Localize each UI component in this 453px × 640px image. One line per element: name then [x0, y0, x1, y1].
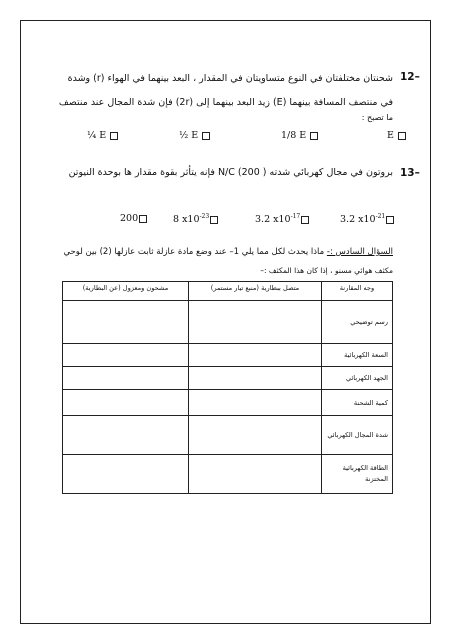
question-13-number: 13– — [400, 167, 420, 179]
checkbox-icon — [398, 132, 406, 140]
table-header-cell: متصل ببطارية (منبع تيار مستمر) — [189, 282, 322, 301]
table-row — [63, 344, 393, 367]
answer-cell[interactable] — [189, 301, 322, 344]
q12-option-4[interactable]: ¼ E — [87, 130, 119, 141]
question-12-number: 12– — [400, 71, 420, 83]
row-label: شدة المجال الكهربائي — [322, 416, 393, 455]
row-label: الجهد الكهربائي — [322, 367, 393, 390]
q13-option-2[interactable]: 3.2 $x10^{-17}$ — [255, 213, 310, 225]
answer-cell[interactable] — [63, 301, 189, 344]
checkbox-icon — [202, 132, 210, 140]
question-12-line-1: شحنتان مختلفتان في النوع متساويتان في المقدار ، البعد بينهما في الهواء (r) وشدة — [67, 73, 393, 84]
q13-option-4[interactable]: 200 — [120, 213, 148, 224]
q13-option-3[interactable]: 8 $x10^{-23}$ — [173, 213, 219, 225]
checkbox-icon — [310, 132, 318, 140]
table-row — [63, 367, 393, 390]
table-row — [63, 455, 393, 494]
checkbox-icon — [139, 215, 147, 223]
q12-option-2[interactable]: 1/8 E — [281, 130, 319, 141]
answer-cell[interactable] — [63, 455, 189, 494]
question-12-line-2: في منتصف المسافة بينهما (E) زيد البعد بينهما إلى (2r) فإن شدة المجال عند منتصف — [58, 97, 393, 108]
row-label: كمية الشحنة — [322, 390, 393, 416]
answer-cell[interactable] — [63, 367, 189, 390]
table-row — [63, 416, 393, 455]
checkbox-icon — [301, 216, 309, 224]
answer-cell[interactable] — [63, 390, 189, 416]
q12-option-1[interactable]: E — [387, 130, 407, 141]
row-label: السعة الكهربائية — [322, 344, 393, 367]
answer-cell[interactable] — [189, 455, 322, 494]
answer-cell[interactable] — [189, 367, 322, 390]
table-header-cell: وجه المقارنة — [322, 282, 393, 301]
comparison-table — [62, 281, 393, 494]
section-six-heading: السؤال السادس :- — [326, 247, 393, 257]
row-label: الطاقة الكهربائية المختزنة — [322, 455, 393, 494]
question-13-line-1: بروتون في مجال كهربائي شدته N/C (200 ) فإنه يتأثر بقوة مقدار ها بوحدة النيوتن — [68, 167, 393, 178]
q13-option-1[interactable]: 3.2 $x10^{-21}$ — [340, 213, 395, 225]
answer-cell[interactable] — [189, 416, 322, 455]
checkbox-icon — [386, 216, 394, 224]
answer-cell[interactable] — [63, 416, 189, 455]
section-six-line-2: مكثف هوائي مسنو ، إذا كان هذا المكثف :– — [260, 266, 393, 275]
table-row — [63, 390, 393, 416]
q12-option-3[interactable]: ½ E — [179, 130, 211, 141]
answer-cell[interactable] — [189, 390, 322, 416]
checkbox-icon — [210, 216, 218, 224]
answer-cell[interactable] — [63, 344, 189, 367]
table-header-row — [63, 282, 393, 301]
table-row — [63, 301, 393, 344]
question-12-line-3: ما تصبح : — [361, 113, 393, 122]
checkbox-icon — [110, 132, 118, 140]
section-six-line-1: السؤال السادس :- ماذا يحدث لكل مما يلي 1– عند وضع مادة عازلة ثابت عازلها (2) بين لوحي — [63, 247, 393, 257]
row-label: رسم توضيحي — [322, 301, 393, 344]
table-header-cell: مشحون ومعزول (عن البطارية) — [63, 282, 189, 301]
answer-cell[interactable] — [189, 344, 322, 367]
